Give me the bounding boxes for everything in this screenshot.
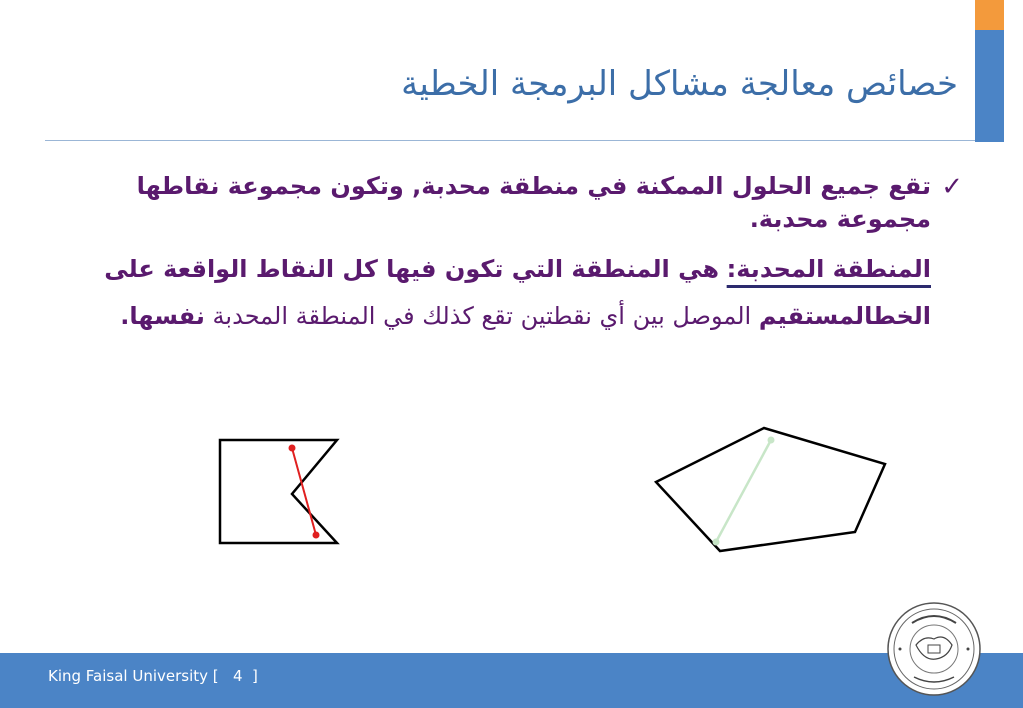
definition-term: المنطقة المحدبة: — [726, 255, 931, 283]
nonconvex-polygon — [220, 440, 337, 543]
definition-bold-part: هي المنطقة التي تكون فيها كل النقاط الواقعة على الخطالمستقيم — [104, 255, 931, 330]
page-number: 4 — [232, 667, 243, 685]
nonconvex-point-a — [289, 445, 296, 452]
slide-title: خصائص معالجة مشاكل البرمجة الخطية — [401, 64, 958, 104]
convex-point-b — [713, 539, 720, 546]
convex-region-figure — [650, 420, 895, 555]
definition-paragraph — [81, 246, 931, 340]
bullet-text: تقع جميع الحلول الممكنة في منطقة محدبة, وتكون مجموعة نقاطها مجموعة محدبة. — [136, 172, 931, 233]
convex-pentagon — [656, 428, 885, 551]
nonconvex-region-figure — [210, 430, 350, 555]
footer-university: King Faisal University [ — [48, 667, 219, 685]
nonconvex-point-b — [313, 532, 320, 539]
slide-content — [81, 170, 963, 340]
convex-point-a — [768, 437, 775, 444]
accent-bar-orange — [975, 0, 1004, 30]
title-divider — [45, 140, 975, 141]
footer-label — [48, 667, 258, 685]
footer-bracket: ] — [252, 667, 258, 685]
convex-segment — [716, 440, 771, 542]
bullet-item — [81, 170, 963, 236]
accent-bar-blue — [975, 30, 1004, 142]
university-seal-icon — [886, 601, 982, 697]
checkmark-icon: ✓ — [941, 172, 963, 202]
definition-plain-part: الموصل بين أي نقطتين تقع كذلك في المنطقة المحدبة — [212, 302, 752, 330]
definition-end: نفسها. — [120, 302, 205, 330]
